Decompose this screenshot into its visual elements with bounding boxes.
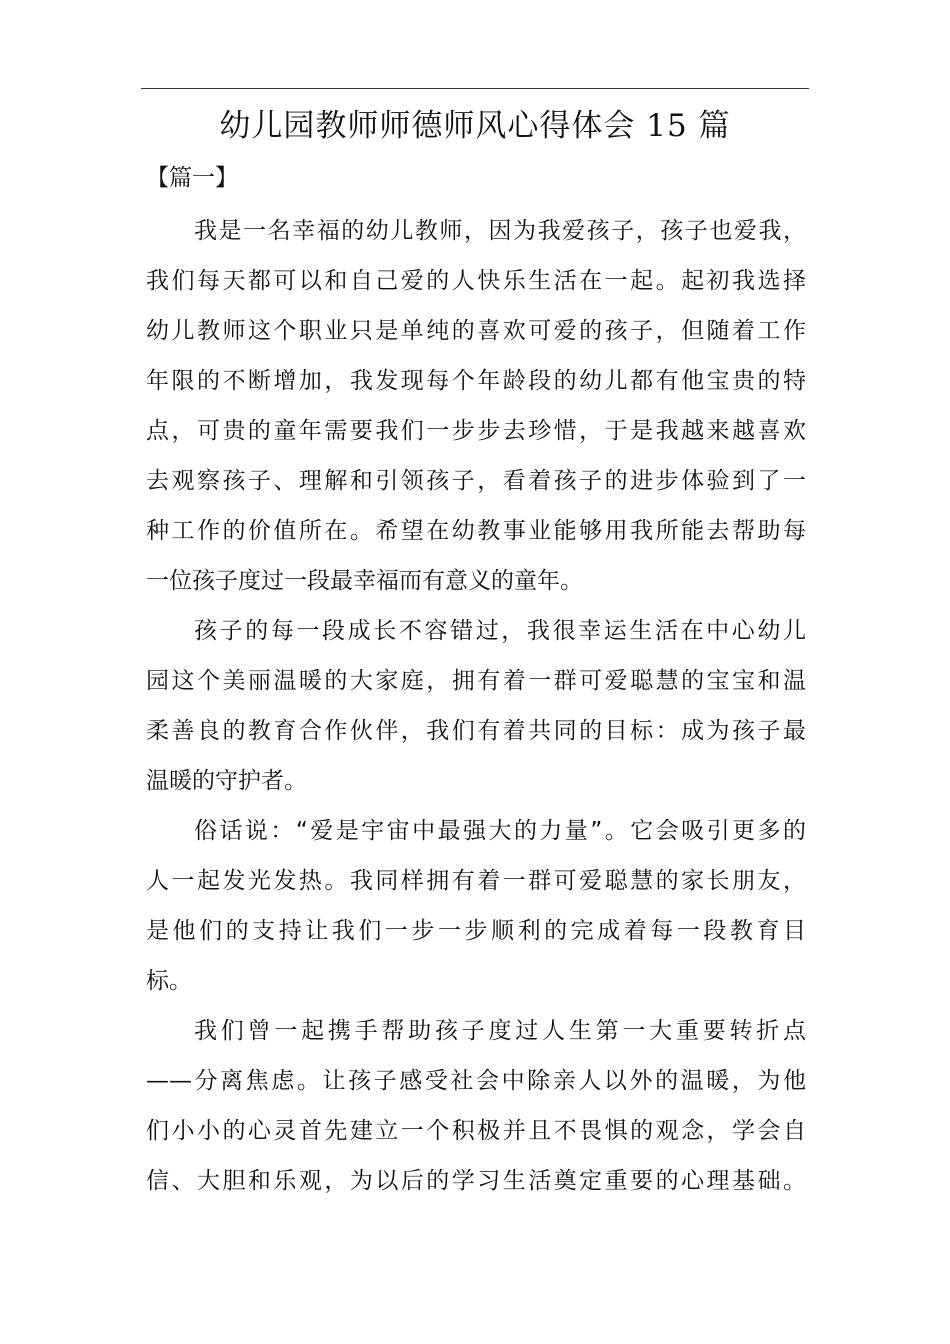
paragraph-4 [146, 1006, 806, 1206]
paragraph-line: 一位孩子度过一段最幸福而有意义的童年。 [146, 568, 583, 594]
header-rule [141, 88, 809, 89]
body-text [146, 206, 806, 1206]
paragraph-line: 温暖的守护者。 [146, 768, 307, 794]
paragraph-line: 园这个美丽温暖的大家庭，拥有着一群可爱聪慧的宝宝和温 [146, 668, 806, 694]
document-title: 幼儿园教师师德师风心得体会 15 篇 [219, 108, 731, 144]
section-label: 【篇一】 [146, 165, 238, 191]
paragraph-line: 信、大胆和乐观，为以后的学习生活奠定重要的心理基础。 [146, 1168, 806, 1194]
paragraph-line: 我是一名幸福的幼儿教师，因为我爱孩子，孩子也爱我， [194, 218, 806, 244]
paragraph-2 [146, 606, 806, 806]
paragraph-line: 年限的不断增加，我发现每个年龄段的幼儿都有他宝贵的特 [146, 368, 806, 394]
paragraph-line: 孩子的每一段成长不容错过，我很幸运生活在中心幼儿 [194, 618, 806, 644]
paragraph-1 [146, 206, 806, 606]
paragraph-line: 种工作的价值所在。希望在幼教事业能够用我所能去帮助每 [146, 518, 806, 544]
paragraph-line: 俗话说：“爱是宇宙中最强大的力量”。它会吸引更多的 [194, 818, 806, 844]
paragraph-line: 点，可贵的童年需要我们一步步去珍惜，于是我越来越喜欢 [146, 418, 806, 444]
paragraph-line: 我们曾一起携手帮助孩子度过人生第一大重要转折点 [194, 1018, 806, 1044]
paragraph-line: 柔善良的教育合作伙伴，我们有着共同的目标：成为孩子最 [146, 718, 806, 744]
paragraph-line: 幼儿教师这个职业只是单纯的喜欢可爱的孩子，但随着工作 [146, 318, 806, 344]
paragraph-line: 我们每天都可以和自己爱的人快乐生活在一起。起初我选择 [146, 268, 806, 294]
paragraph-line: 去观察孩子、理解和引领孩子，看着孩子的进步体验到了一 [146, 468, 806, 494]
paragraph-3 [146, 806, 806, 1006]
paragraph-line: 是他们的支持让我们一步一步顺利的完成着每一段教育目 [146, 918, 806, 944]
paragraph-line: ——分离焦虑。让孩子感受社会中除亲人以外的温暖，为他 [146, 1068, 806, 1094]
paragraph-line: 人一起发光发热。我同样拥有着一群可爱聪慧的家长朋友， [146, 868, 806, 894]
paragraph-line: 标。 [146, 968, 192, 994]
paragraph-line: 们小小的心灵首先建立一个积极并且不畏惧的观念，学会自 [146, 1118, 806, 1144]
